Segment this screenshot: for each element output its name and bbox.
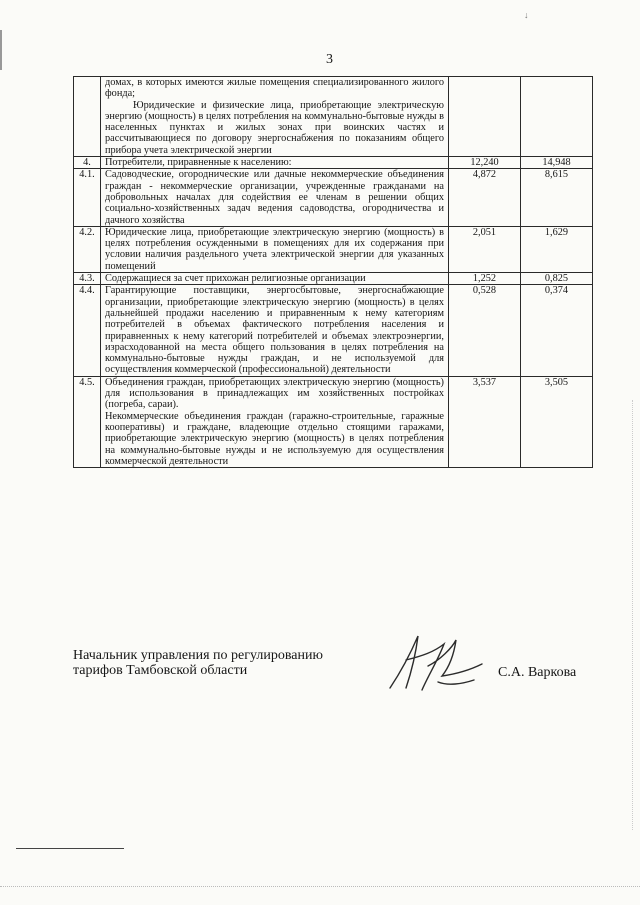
value-col-1: 3,537 xyxy=(449,376,521,467)
row-text: Юридические и физические лица, приобретающие электрическую энергию (мощность) в целях потребления на коммунально-бытовые нужды в населенных пунктах и жилых зонах при воинских частях и рассчитывающиеся по договору энергоснабжения по показаниям общего прибора учета электрической энергии xyxy=(105,99,444,156)
row-text: Потребители, приравненные к населению: xyxy=(105,157,292,169)
table-row xyxy=(74,285,593,376)
position-line: тарифов Тамбовской области xyxy=(73,663,248,678)
row-number xyxy=(74,77,101,157)
row-text: домах, в которых имеются жилые помещения специализированного жилого фонда; xyxy=(105,77,444,100)
row-text: Объединения граждан, приобретающих электрическую энергию (мощность) для использования в принадлежащих им хозяйственных постройках (погреба, сараи). xyxy=(105,376,444,411)
value-col-1: 1,252 xyxy=(449,273,521,285)
row-description xyxy=(101,77,449,157)
table-row xyxy=(74,226,593,272)
value-col-2: 0,374 xyxy=(521,285,593,376)
value-col-1: 0,528 xyxy=(449,285,521,376)
tariff-table xyxy=(73,76,593,468)
row-number: 4.5. xyxy=(74,376,101,467)
row-number: 4.1. xyxy=(74,169,101,226)
value-col-2: 14,948 xyxy=(521,157,593,169)
table-row xyxy=(74,169,593,226)
value-col-2: 3,505 xyxy=(521,376,593,467)
row-description xyxy=(101,273,449,285)
row-text: Садоводческие, огороднические или дачные некоммерческие объединения граждан - некоммерческие организации, учрежденные гражданами на добровольных началах для содействия ее членам в решении общих социально-хозяйственных задач ведения садоводства, огородничества и дачного хозяйства xyxy=(105,169,444,226)
scan-edge-mark xyxy=(0,886,640,888)
value-col-2: 8,615 xyxy=(521,169,593,226)
value-col-1 xyxy=(449,77,521,157)
signatory-position xyxy=(73,648,323,678)
table-row xyxy=(74,273,593,285)
position-line: Начальник управления по регулированию xyxy=(73,648,323,663)
value-col-1: 4,872 xyxy=(449,169,521,226)
value-col-1: 2,051 xyxy=(449,226,521,272)
row-text: Юридические лица, приобретающие электрическую энергию (мощность) в целях потребления осужденными в помещениях для их содержания при условии наличия раздельного учета электрической энергии для указанных помещений xyxy=(105,226,444,272)
row-text: Гарантирующие поставщики, энергосбытовые, энергоснабжающие организации, приобретающие электрическую энергию (мощность) в целях дальнейшей продажи населению и приравненным к нему категориям потребителей в объемах фактического потребления населения и приравненных к нему категорий потребителей и объемах электроэнергии, израсходованной на места общего пользования в целях потребления на коммунально-бытовые нужды граждан, и не используемой для осуществления коммерческой (профессиональной) деятельности xyxy=(105,285,444,376)
value-col-2: 1,629 xyxy=(521,226,593,272)
scan-corner-mark: ↓ xyxy=(524,10,529,20)
scan-edge-mark xyxy=(0,30,2,70)
value-col-2 xyxy=(521,77,593,157)
row-description xyxy=(101,285,449,376)
table-row xyxy=(74,376,593,467)
row-text: Некоммерческие объединения граждан (гаражно-строительные, гаражные кооперативы) и граждане, владеющие отдельно стоящими гаражами, приобретающие электрическую энергию (мощность) в целях потребления на коммунально-бытовые нужды и не используемую для осуществления коммерческой деятельности xyxy=(105,410,444,467)
scan-edge-mark xyxy=(632,400,634,830)
table-row xyxy=(74,77,593,157)
row-description xyxy=(101,376,449,467)
row-number: 4. xyxy=(74,157,101,169)
row-number: 4.2. xyxy=(74,226,101,272)
page-number: 3 xyxy=(326,52,333,67)
value-col-2: 0,825 xyxy=(521,273,593,285)
table-row xyxy=(74,157,593,169)
footnote-divider xyxy=(16,848,124,849)
value-col-1: 12,240 xyxy=(449,157,521,169)
signatory-name: С.А. Варкова xyxy=(498,665,577,680)
row-number: 4.3. xyxy=(74,273,101,285)
row-description xyxy=(101,226,449,272)
row-description xyxy=(101,169,449,226)
row-description xyxy=(101,157,449,169)
row-number: 4.4. xyxy=(74,285,101,376)
handwritten-signature xyxy=(382,630,492,695)
row-text: Содержащиеся за счет прихожан религиозные организации xyxy=(105,273,366,285)
